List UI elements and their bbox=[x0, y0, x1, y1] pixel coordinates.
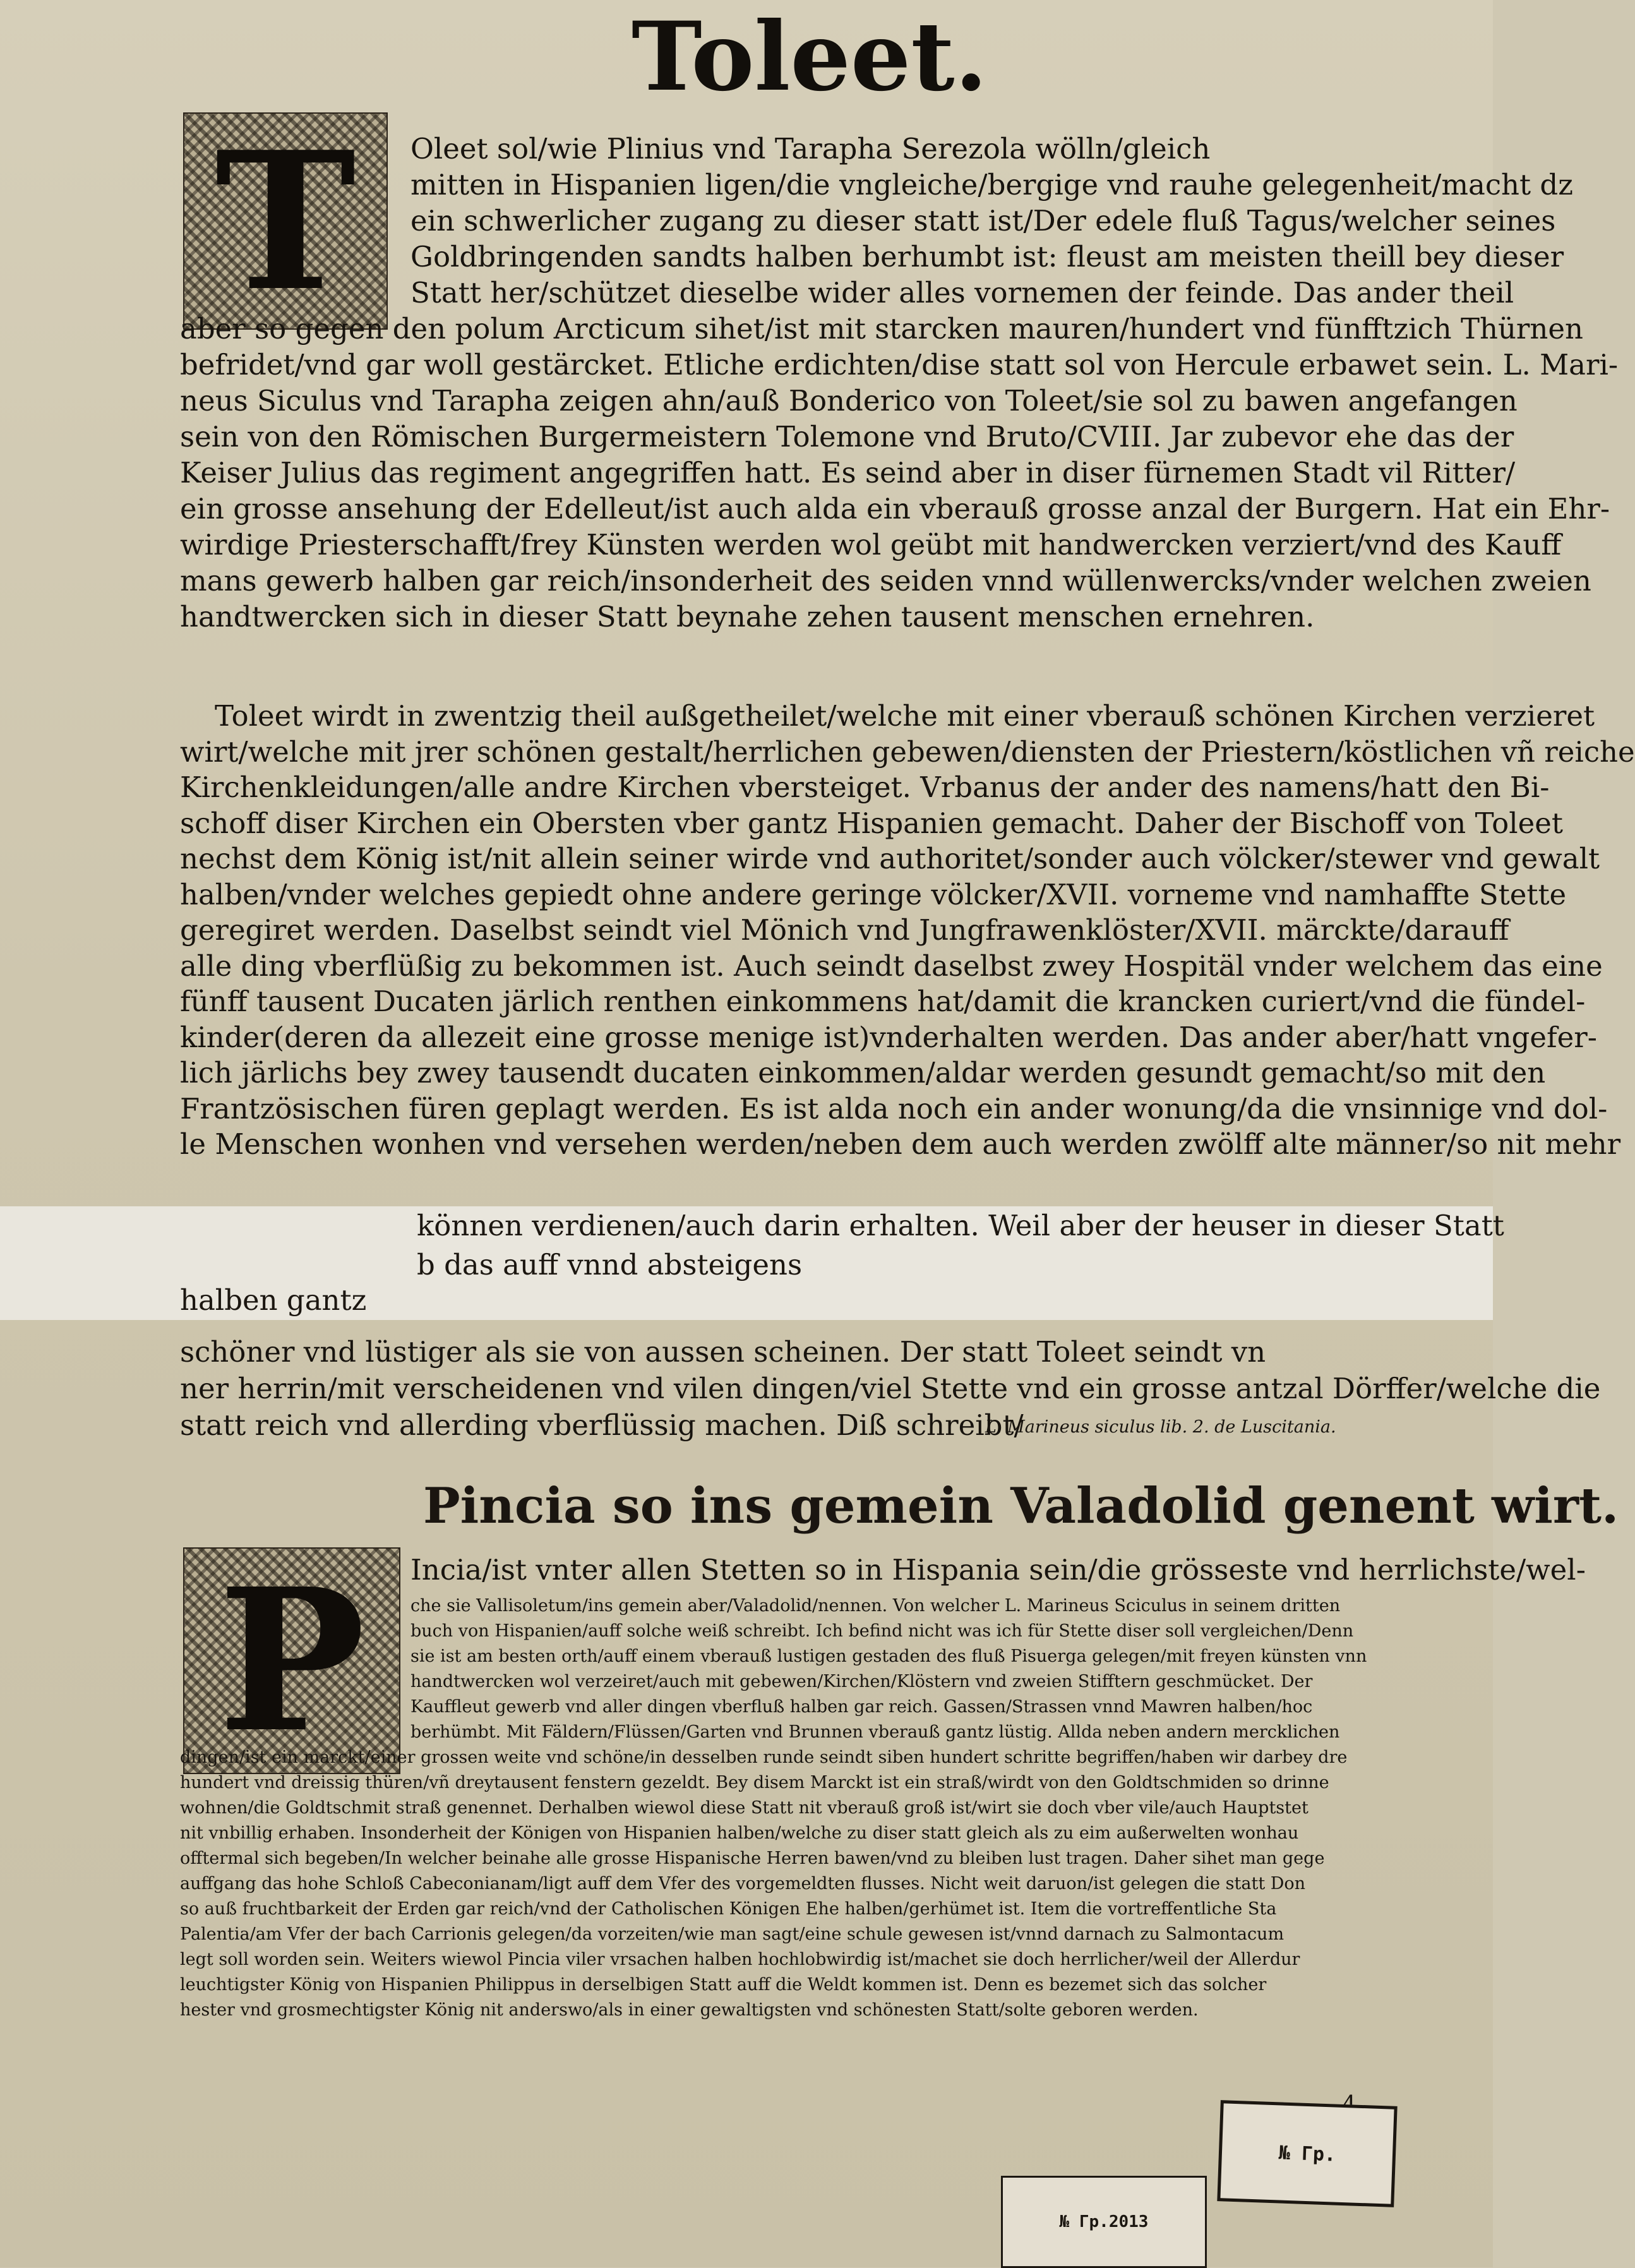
text-line: statt reich vnd allerding vberflüssig machen. Diß schreibt/ bbox=[180, 1408, 1024, 1442]
text-line: b das auff vnnd absteigens bbox=[417, 1248, 803, 1281]
source-note: L. Marineus siculus lib. 2. de Luscitania. bbox=[985, 1417, 1336, 1437]
library-stamp: № Гр. bbox=[1217, 2100, 1397, 2207]
text-line: mitten in Hispanien ligen/die vngleiche/bergige vnd rauhe gelegenheit/macht dz bbox=[410, 168, 1573, 201]
text-line: Incia/ist vnter allen Stetten so in Hispania sein/die grösseste vnd herrlichste/wel- bbox=[410, 1553, 1586, 1587]
text-line: schöner vnd lüstiger als sie von aussen scheinen. Der statt Toleet seindt vn bbox=[180, 1335, 1266, 1369]
text-line: Toleet wirdt in zwentzig theil außgetheilet/welche mit einer vberauß schönen Kirchen verzieret bbox=[215, 699, 1595, 733]
text-line: halben/vnder welches gepiedt ohne andere geringe völcker/XVII. vorneme vnd namhaffte Stette bbox=[180, 877, 1567, 911]
text-line: legt soll worden sein. Weiters wiewol Pincia viler vrsachen halben hochlobwirdig ist/machet sie doch herrlicher/weil der Allerdur bbox=[180, 1950, 1300, 1969]
decorated-initial-p bbox=[183, 1547, 400, 1774]
text-line: schoff diser Kirchen ein Obersten vber gantz Hispanien gemacht. Daher der Bischoff von Toleet bbox=[180, 806, 1563, 840]
inventory-stamp: № Гр.2013 bbox=[1001, 2176, 1207, 2268]
text-line: Kirchenkleidungen/alle andre Kirchen vbersteiget. Vrbanus der ander des namens/hatt den Bi- bbox=[180, 771, 1550, 804]
text-line: wohnen/die Goldtschmit straß genennet. Derhalben wiewol diese Statt nit vberauß groß ist/wirt sie doch vber vile/auch Hauptstet bbox=[180, 1798, 1309, 1818]
text-line: neus Siculus vnd Tarapha zeigen ahn/auß Bonderico von Toleet/sie sol zu bawen angefangen bbox=[180, 384, 1518, 417]
text-line: auffgang das hohe Schloß Cabeconianam/ligt auff dem Vfer des vorgemeldten flusses. Nicht weit daruon/ist gelegen die statt Don bbox=[180, 1874, 1306, 1893]
text-line: hester vnd grosmechtigster König nit anderswo/als in einer gewaltigsten vnd schönesten Statt/solte geboren werden. bbox=[180, 2000, 1199, 2020]
text-line: alle ding vberflüßig zu bekommen ist. Auch seindt daselbst zwey Hospitäl vnder welchem das eine bbox=[180, 949, 1603, 983]
text-line: hundert vnd dreissig thüren/vñ dreytausent fenstern gezeldt. Bey disem Marckt ist ein straß/wirdt von den Goldtschmiden so drinne bbox=[180, 1773, 1329, 1792]
text-line: fünff tausent Ducaten järlich renthen einkommens hat/damit die krancken curiert/vnd die fündel- bbox=[180, 985, 1586, 1018]
text-line: Frantzösischen füren geplagt werden. Es ist alda noch ein ander wonung/da die vnsinnige vnd dol- bbox=[180, 1091, 1608, 1125]
text-line: so auß fruchtbarkeit der Erden gar reich/vnd der Catholischen Königen Ehe halben/gerhümet ist. Item die vortreffentliche Sta bbox=[180, 1899, 1277, 1919]
text-line: ein grosse ansehung der Edelleut/ist auch alda ein vberauß grosse anzal der Burgern. Hat ein Ehr- bbox=[180, 492, 1610, 525]
page-title: Toleet. bbox=[632, 1, 988, 112]
initial-letter: T bbox=[215, 109, 356, 333]
text-line: ein schwerlicher zugang zu dieser statt ist/Der edele fluß Tagus/welcher seines bbox=[410, 204, 1556, 237]
text-line: wirdige Priesterschafft/frey Künsten werden wol geübt mit handwercken verziert/vnd des Kauff bbox=[180, 528, 1562, 561]
text-line: buch von Hispanien/auff solche weiß schreibt. Ich befind nicht was ich für Stette diser soll vergleichen/Denn bbox=[410, 1621, 1354, 1641]
text-line: Keiser Julius das regiment angegriffen hatt. Es seind aber in diser fürnemen Stadt vil Ritter/ bbox=[180, 456, 1516, 489]
text-line: Goldbringenden sandts halben berhumbt ist: fleust am meisten theill bey dieser bbox=[410, 240, 1564, 273]
text-line: Kauffleut gewerb vnd aller dingen vberfluß halben gar reich. Gassen/Strassen vnnd Mawren halben/hoc bbox=[410, 1697, 1313, 1717]
text-line: befridet/vnd gar woll gestärcket. Etliche erdichten/dise statt sol von Hercule erbawet sein. L. Mari- bbox=[180, 348, 1619, 381]
text-line: leuchtigster König von Hispanien Philippus in derselbigen Statt auff die Weldt kommen ist. Denn es bezemet sich das solcher bbox=[180, 1975, 1267, 1995]
text-line: lich järlichs bey zwey tausendt ducaten einkommen/aldar werden gesundt gemacht/so mit den bbox=[180, 1056, 1546, 1089]
text-line: nechst dem König ist/nit allein seiner wirde vnd authoritet/sonder auch völcker/stewer vnd gewalt bbox=[180, 842, 1600, 875]
text-line: ner herrin/mit verscheidenen vnd vilen dingen/viel Stette vnd ein grosse antzal Dörffer/welche die bbox=[180, 1372, 1601, 1405]
text-line: können verdienen/auch darin erhalten. Weil aber der heuser in dieser Statt bbox=[417, 1209, 1504, 1242]
text-line: handtwercken wol verzeiret/auch mit gebewen/Kirchen/Klöstern vnd zweien Stifftern geschmücket. Der bbox=[410, 1672, 1313, 1691]
text-line: aber so gegen den polum Arcticum sihet/ist mit starcken mauren/hundert vnd fünfftzich Thürnen bbox=[180, 312, 1584, 345]
text-line: sie ist am besten orth/auff einem vberauß lustigen gestaden des fluß Pisuerga gelegen/mit freyen künsten vnn bbox=[410, 1647, 1367, 1666]
text-line: offtermal sich begeben/In welcher beinahe alle grosse Hispanische Herren bawen/vnd zu bleiben lust tragen. Daher sihet man gege bbox=[180, 1849, 1325, 1868]
text-line: berhümbt. Mit Fäldern/Flüssen/Garten vnd Brunnen vberauß gantz lüstig. Allda neben andern mercklichen bbox=[410, 1722, 1340, 1742]
text-line: dingen/ist ein marckt/einer grossen weite vnd schöne/in desselben runde seindt siben hundert schritte begriffen/haben wir darbey dre bbox=[180, 1748, 1348, 1767]
text-line: wirt/welche mit jrer schönen gestalt/herrlichen gebewen/diensten der Priestern/köstlichen vñ reiche bbox=[180, 735, 1635, 769]
text-line: geregiret werden. Daselbst seindt viel Mönich vnd Jungfrawenklöster/XVII. märckte/darauff bbox=[180, 913, 1509, 947]
text-line: Statt her/schützet dieselbe wider alles vornemen der feinde. Das ander theil bbox=[410, 276, 1514, 309]
initial-letter: P bbox=[218, 1545, 366, 1776]
text-line: mans gewerb halben gar reich/insonderheit des seiden vnnd wüllenwercks/vnder welchen zweien bbox=[180, 564, 1591, 597]
text-line: nit vnbillig erhaben. Insonderheit der Königen von Hispanien halben/welche zu diser statt gleich als zu eim außerwelten wonhau bbox=[180, 1823, 1299, 1843]
text-line: handtwercken sich in dieser Statt beynahe zehen tausent menschen ernehren. bbox=[180, 600, 1315, 633]
decorated-initial-t bbox=[183, 109, 388, 333]
text-line: sein von den Römischen Burgermeistern Tolemone vnd Bruto/CVIII. Jar zubevor ehe das der bbox=[180, 420, 1514, 453]
text-line: le Menschen wonhen vnd versehen werden/neben dem auch werden zwölff alte männer/so nit mehr bbox=[180, 1127, 1621, 1161]
pasted-paper-patch bbox=[0, 1206, 1504, 1320]
text-line: Oleet sol/wie Plinius vnd Tarapha Serezola wölln/gleich bbox=[410, 132, 1211, 165]
section-heading-pincia: Pincia so ins gemein Valadolid genent wirt. bbox=[423, 1477, 1619, 1535]
text-line: Palentia/am Vfer der bach Carrionis gelegen/da vorzeiten/wie man sagt/eine schule gewesen ist/vnnd darnach zu Salmontacum bbox=[180, 1924, 1285, 1944]
text-line: kinder(deren da allezeit eine grosse menige ist)vnderhalten werden. Das ander aber/hatt vngefer- bbox=[180, 1020, 1598, 1054]
text-line: che sie Vallisoletum/ins gemein aber/Valadolid/nennen. Von welcher L. Marineus Sciculus in seinem dritten bbox=[410, 1596, 1341, 1616]
text-line: halben gantz bbox=[180, 1283, 367, 1317]
